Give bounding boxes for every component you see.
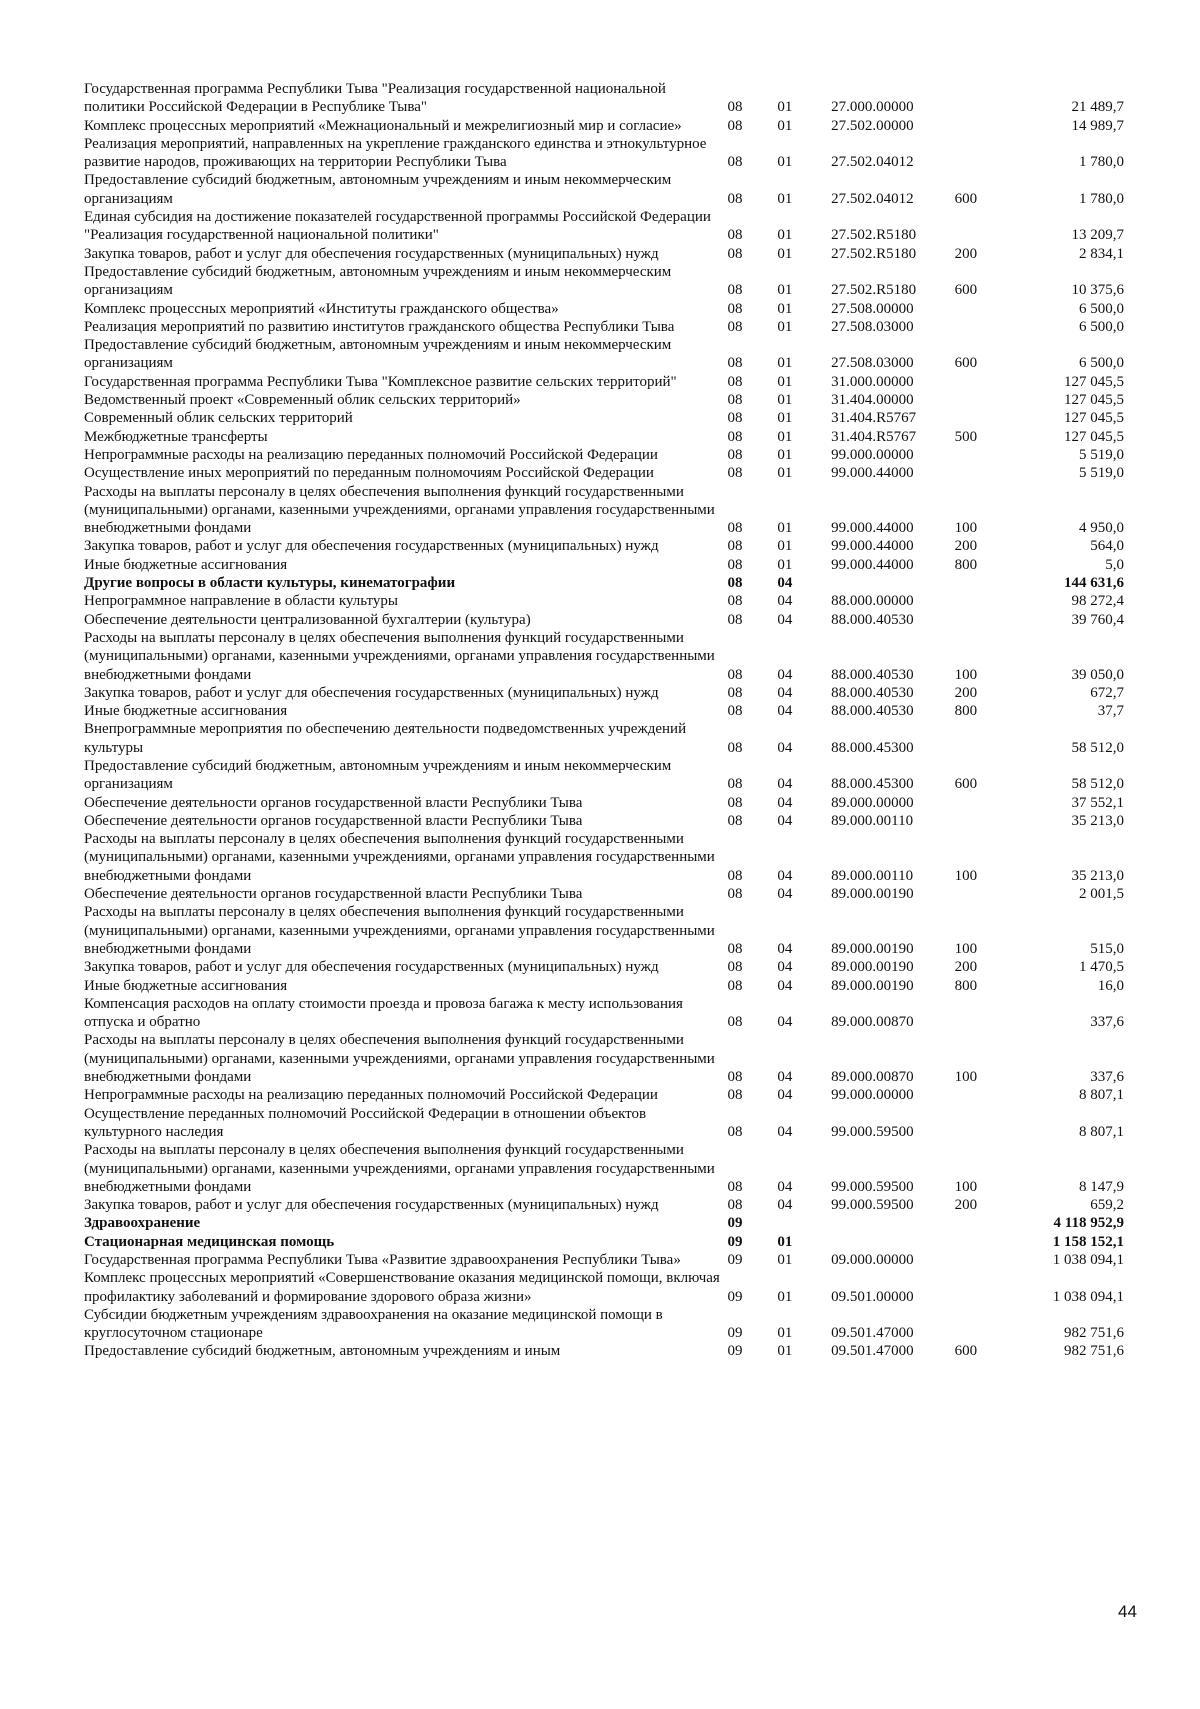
row-subsection-code: 04 — [777, 1178, 793, 1195]
row-name: Комплекс процессных мероприятий «Межнациональный и межрелигиозный мир и согласие» — [84, 117, 682, 134]
row-expense-type: 800 — [954, 703, 978, 720]
row-target-article: 27.502.R5180 — [831, 245, 917, 262]
row-subsection-code: 01 — [777, 117, 793, 134]
row-expense-type: 800 — [954, 556, 978, 573]
row-amount: 144 631,6 — [1063, 575, 1124, 592]
table-row — [84, 611, 1124, 629]
row-amount: 337,6 — [1090, 1069, 1124, 1086]
row-subsection-code: 01 — [777, 373, 793, 390]
row-name: Расходы на выплаты персоналу в целях обеспечения выполнения функций государственными (муниципальными) органами, казенными учреждениями, органами управления государственными внебюджетными фондами — [84, 831, 715, 884]
row-subsection-code: 04 — [777, 977, 793, 994]
row-target-article: 99.000.59500 — [831, 1123, 914, 1140]
row-name: Обеспечение деятельности органов государственной власти Республики Тыва — [84, 794, 583, 811]
table-row — [84, 483, 1124, 538]
table-row — [84, 702, 1124, 720]
row-amount: 515,0 — [1090, 940, 1124, 957]
row-section-code: 08 — [727, 282, 743, 299]
row-amount: 127 045,5 — [1063, 392, 1124, 409]
row-subsection-code: 01 — [777, 556, 793, 573]
row-target-article: 27.502.R5180 — [831, 282, 917, 299]
row-target-article: 89.000.00190 — [831, 959, 914, 976]
row-subsection-code: 04 — [777, 886, 793, 903]
row-amount: 337,6 — [1090, 1014, 1124, 1031]
row-name: Единая субсидия на достижение показателей государственной программы Российской Федерации "Реализация государственной национальной политики" — [84, 209, 711, 244]
row-expense-type: 200 — [954, 538, 978, 555]
row-expense-type: 100 — [954, 520, 978, 537]
row-section-code: 08 — [727, 373, 743, 390]
row-subsection-code: 01 — [777, 538, 793, 555]
row-subsection-code: 04 — [777, 776, 793, 793]
row-section-code: 08 — [727, 776, 743, 793]
row-name: Здравоохранение — [84, 1215, 201, 1232]
row-subsection-code: 04 — [777, 794, 793, 811]
row-section-code: 08 — [727, 99, 743, 116]
row-target-article: 89.000.00000 — [831, 794, 914, 811]
row-subsection-code: 01 — [777, 300, 793, 317]
row-expense-type: 200 — [954, 959, 978, 976]
row-amount: 6 500,0 — [1078, 318, 1124, 335]
row-name: Стационарная медицинская помощь — [84, 1233, 335, 1250]
row-amount: 672,7 — [1090, 684, 1124, 701]
row-expense-type: 100 — [954, 940, 978, 957]
row-expense-type: 100 — [954, 666, 978, 683]
row-target-article: 09.501.47000 — [831, 1325, 914, 1342]
row-subsection-code: 01 — [777, 318, 793, 335]
row-name: Иные бюджетные ассигнования — [84, 977, 288, 994]
row-section-code: 08 — [727, 666, 743, 683]
row-target-article: 99.000.44000 — [831, 556, 914, 573]
row-amount: 659,2 — [1090, 1197, 1124, 1214]
row-section-code: 08 — [727, 886, 743, 903]
row-target-article: 89.000.00870 — [831, 1014, 914, 1031]
row-target-article: 31.404.00000 — [831, 392, 914, 409]
row-section-code: 08 — [727, 812, 743, 829]
row-amount: 35 213,0 — [1071, 812, 1124, 829]
row-amount: 982 751,6 — [1063, 1343, 1124, 1360]
row-subsection-code: 04 — [777, 684, 793, 701]
row-name: Государственная программа Республики Тыва "Комплексное развитие сельских территорий" — [84, 373, 677, 390]
row-section-code: 08 — [727, 1069, 743, 1086]
row-section-code: 08 — [727, 556, 743, 573]
row-amount: 564,0 — [1090, 538, 1124, 555]
row-target-article: 89.000.00870 — [831, 1069, 914, 1086]
table-row — [84, 720, 1124, 757]
row-target-article: 99.000.59500 — [831, 1197, 914, 1214]
row-name: Расходы на выплаты персоналу в целях обеспечения выполнения функций государственными (муниципальными) органами, казенными учреждениями, органами управления государственными внебюджетными фондами — [84, 1142, 715, 1195]
row-target-article: 88.000.45300 — [831, 739, 914, 756]
row-target-article: 88.000.40530 — [831, 684, 914, 701]
table-row — [84, 885, 1124, 903]
table-row — [84, 794, 1124, 812]
table-row — [84, 830, 1124, 885]
table-row — [84, 995, 1124, 1032]
table-row — [84, 1196, 1124, 1214]
row-section-code: 08 — [727, 300, 743, 317]
row-target-article: 09.501.47000 — [831, 1343, 914, 1360]
row-expense-type: 200 — [954, 245, 978, 262]
row-target-article: 27.508.00000 — [831, 300, 914, 317]
table-row — [84, 592, 1124, 610]
row-section-code: 08 — [727, 684, 743, 701]
row-section-code: 08 — [727, 227, 743, 244]
row-subsection-code: 01 — [777, 99, 793, 116]
row-section-code: 08 — [727, 318, 743, 335]
table-row — [84, 958, 1124, 976]
row-subsection-code: 04 — [777, 1087, 793, 1104]
table-row — [84, 1306, 1124, 1343]
row-target-article: 99.000.44000 — [831, 465, 914, 482]
row-subsection-code: 04 — [777, 739, 793, 756]
row-section-code: 08 — [727, 1197, 743, 1214]
row-subsection-code: 04 — [777, 703, 793, 720]
row-target-article: 27.502.00000 — [831, 117, 914, 134]
row-name: Комплекс процессных мероприятий «Институты гражданского общества» — [84, 300, 559, 317]
row-name: Иные бюджетные ассигнования — [84, 703, 288, 720]
row-amount: 127 045,5 — [1063, 428, 1124, 445]
row-amount: 58 512,0 — [1071, 739, 1124, 756]
row-amount: 5 519,0 — [1078, 465, 1124, 482]
row-subsection-code: 01 — [777, 1233, 793, 1250]
row-section-code: 09 — [727, 1343, 743, 1360]
row-name: Предоставление субсидий бюджетным, автономным учреждениям и иным — [84, 1343, 561, 1360]
row-section-code: 08 — [727, 245, 743, 262]
row-name: Комплекс процессных мероприятий «Совершенствование оказания медицинской помощи, включая профилактику заболеваний и формирование здорового образа жизни» — [84, 1270, 720, 1305]
row-section-code: 08 — [727, 739, 743, 756]
row-name: Предоставление субсидий бюджетным, автономным учреждениям и иным некоммерческим организациям — [84, 263, 672, 299]
row-section-code: 08 — [727, 611, 743, 628]
row-name: Обеспечение деятельности органов государственной власти Республики Тыва — [84, 886, 583, 903]
row-name: Расходы на выплаты персоналу в целях обеспечения выполнения функций государственными (муниципальными) органами, казенными учреждениями, органами управления государственными внебюджетными фондами — [84, 483, 715, 537]
row-target-article: 27.508.03000 — [831, 355, 914, 372]
row-amount: 37 552,1 — [1071, 794, 1124, 811]
row-name: Государственная программа Республики Тыва "Реализация государственной национальной политики Российской Федерации в Республике Тыва" — [84, 81, 666, 116]
row-expense-type: 600 — [954, 190, 978, 207]
row-subsection-code: 04 — [777, 593, 793, 610]
row-target-article: 88.000.40530 — [831, 611, 914, 628]
row-subsection-code: 01 — [777, 392, 793, 409]
row-subsection-code: 04 — [777, 1123, 793, 1140]
row-amount: 982 751,6 — [1063, 1325, 1124, 1342]
row-target-article: 31.404.R5767 — [831, 410, 917, 427]
row-amount: 4 118 952,9 — [1053, 1215, 1124, 1232]
row-target-article: 89.000.00190 — [831, 977, 914, 994]
row-subsection-code: 01 — [777, 1288, 793, 1305]
table-row — [84, 171, 1124, 208]
row-amount: 39 760,4 — [1071, 611, 1124, 628]
row-section-code: 08 — [727, 154, 743, 171]
row-amount: 13 209,7 — [1071, 227, 1124, 244]
table-row — [84, 1342, 1124, 1360]
table-row — [84, 1031, 1124, 1086]
row-name: Расходы на выплаты персоналу в целях обеспечения выполнения функций государственными (муниципальными) органами, казенными учреждениями, органами управления государственными внебюджетными фондами — [84, 629, 715, 683]
row-amount: 37,7 — [1097, 703, 1124, 720]
row-amount: 5,0 — [1105, 556, 1124, 573]
row-section-code: 08 — [727, 575, 743, 592]
row-name: Закупка товаров, работ и услуг для обеспечения государственных (муниципальных) нужд — [84, 245, 659, 262]
row-section-code: 09 — [727, 1215, 743, 1232]
row-subsection-code: 01 — [777, 1343, 793, 1360]
row-section-code: 08 — [727, 1123, 743, 1140]
table-row — [84, 903, 1124, 958]
table-row — [84, 263, 1124, 300]
row-section-code: 08 — [727, 703, 743, 720]
row-target-article: 88.000.40530 — [831, 666, 914, 683]
table-row-heading — [84, 1214, 1124, 1232]
row-subsection-code: 04 — [777, 812, 793, 829]
row-section-code: 08 — [727, 959, 743, 976]
row-name: Иные бюджетные ассигнования — [84, 556, 288, 573]
row-amount: 8 807,1 — [1078, 1087, 1124, 1104]
table-row — [84, 1269, 1124, 1306]
row-name: Непрограммное направление в области культуры — [84, 593, 398, 610]
row-name: Закупка товаров, работ и услуг для обеспечения государственных (муниципальных) нужд — [84, 959, 659, 976]
table-row — [84, 977, 1124, 995]
row-subsection-code: 04 — [777, 867, 793, 884]
table-row — [84, 1086, 1124, 1104]
row-name: Предоставление субсидий бюджетным, автономным учреждениям и иным некоммерческим организациям — [84, 172, 672, 207]
row-section-code: 08 — [727, 410, 743, 427]
row-name: Другие вопросы в области культуры, кинематографии — [84, 575, 456, 592]
table-row — [84, 684, 1124, 702]
row-amount: 1 038 094,1 — [1052, 1252, 1124, 1268]
table-row — [84, 135, 1124, 172]
row-target-article: 88.000.40530 — [831, 703, 914, 720]
table-row — [84, 336, 1124, 373]
table-row — [84, 757, 1124, 794]
table-row — [84, 80, 1124, 117]
row-amount: 21 489,7 — [1071, 99, 1124, 116]
row-amount: 39 050,0 — [1071, 666, 1124, 683]
row-section-code: 09 — [727, 1252, 743, 1268]
page-number: 44 — [1118, 1602, 1137, 1621]
row-section-code: 08 — [727, 940, 743, 957]
row-name: Реализация мероприятий, направленных на укрепление гражданского единства и этнокультурное развитие народов, проживающих на территории Республики Тыва — [84, 135, 707, 171]
row-target-article: 88.000.45300 — [831, 776, 914, 793]
table-row — [84, 629, 1124, 684]
row-amount: 127 045,5 — [1063, 373, 1124, 390]
row-expense-type: 800 — [954, 977, 978, 994]
table-row — [84, 300, 1124, 318]
row-name: Предоставление субсидий бюджетным, автономным учреждениям и иным некоммерческим организациям — [84, 337, 672, 372]
table-row — [84, 1251, 1124, 1269]
row-target-article: 09.501.00000 — [831, 1288, 914, 1305]
row-name: Расходы на выплаты персоналу в целях обеспечения выполнения функций государственными (муниципальными) органами, казенными учреждениями, органами управления государственными внебюджетными фондами — [84, 904, 715, 957]
row-section-code: 08 — [727, 190, 743, 207]
row-section-code: 08 — [727, 1087, 743, 1104]
row-name: Обеспечение деятельности централизованной бухгалтерии (культура) — [84, 611, 531, 628]
row-subsection-code: 01 — [777, 465, 793, 482]
row-subsection-code: 01 — [777, 190, 793, 207]
row-subsection-code: 01 — [777, 428, 793, 445]
row-name: Осуществление переданных полномочий Российской Федерации в отношении объектов культурного наследия — [84, 1105, 647, 1140]
row-name: Субсидии бюджетным учреждениям здравоохранения на оказание медицинской помощи в круглосуточном стационаре — [84, 1306, 663, 1342]
row-target-article: 09.000.00000 — [831, 1252, 914, 1268]
row-target-article: 88.000.00000 — [831, 593, 914, 610]
row-target-article: 27.502.04012 — [831, 154, 914, 171]
row-amount: 2 834,1 — [1078, 245, 1124, 262]
row-amount: 35 213,0 — [1071, 867, 1124, 884]
table-row-heading — [84, 574, 1124, 592]
row-amount: 8 147,9 — [1078, 1178, 1124, 1195]
row-expense-type: 200 — [954, 1197, 978, 1214]
row-target-article: 89.000.00110 — [831, 867, 914, 884]
row-expense-type: 100 — [954, 1178, 978, 1195]
budget-table — [84, 80, 1124, 1361]
table-row — [84, 245, 1124, 263]
table-row — [84, 208, 1124, 245]
row-subsection-code: 01 — [777, 355, 793, 372]
row-name: Закупка товаров, работ и услуг для обеспечения государственных (муниципальных) нужд — [84, 538, 659, 555]
row-subsection-code: 01 — [777, 227, 793, 244]
table-row-heading — [84, 1233, 1124, 1251]
row-subsection-code: 01 — [777, 520, 793, 537]
row-amount: 58 512,0 — [1071, 776, 1124, 793]
row-section-code: 08 — [727, 392, 743, 409]
row-name: Осуществление иных мероприятий по переданным полномочиям Российской Федерации — [84, 465, 654, 482]
row-amount: 4 950,0 — [1078, 520, 1124, 537]
row-subsection-code: 01 — [777, 154, 793, 171]
row-expense-type: 200 — [954, 684, 978, 701]
row-amount: 1 780,0 — [1078, 154, 1124, 171]
row-name: Непрограммные расходы на реализацию переданных полномочий Российской Федерации — [84, 1087, 658, 1104]
row-section-code: 08 — [727, 1178, 743, 1195]
row-section-code: 08 — [727, 446, 743, 463]
row-target-article: 27.000.00000 — [831, 99, 914, 116]
row-name: Внепрограммные мероприятия по обеспечению деятельности подведомственных учреждений культуры — [84, 721, 687, 756]
row-amount: 1 038 094,1 — [1052, 1288, 1124, 1305]
row-section-code: 08 — [727, 520, 743, 537]
row-subsection-code: 01 — [777, 1252, 793, 1268]
row-target-article: 31.404.R5767 — [831, 428, 917, 445]
row-subsection-code: 01 — [777, 410, 793, 427]
row-section-code: 08 — [727, 117, 743, 134]
row-name: Современный облик сельских территорий — [84, 410, 353, 427]
row-target-article: 99.000.44000 — [831, 520, 914, 537]
row-section-code: 08 — [727, 355, 743, 372]
row-section-code: 09 — [727, 1233, 743, 1250]
row-subsection-code: 01 — [777, 1325, 793, 1342]
row-amount: 127 045,5 — [1063, 410, 1124, 427]
row-subsection-code: 04 — [777, 611, 793, 628]
row-target-article: 99.000.44000 — [831, 538, 914, 555]
row-target-article: 31.000.00000 — [831, 373, 914, 390]
table-row — [84, 409, 1124, 427]
row-amount: 6 500,0 — [1078, 300, 1124, 317]
row-target-article: 99.000.00000 — [831, 446, 914, 463]
row-name: Ведомственный проект «Современный облик сельских территорий» — [84, 392, 521, 409]
row-target-article: 89.000.00190 — [831, 940, 914, 957]
row-section-code: 08 — [727, 428, 743, 445]
row-target-article: 99.000.59500 — [831, 1178, 914, 1195]
row-target-article: 99.000.00000 — [831, 1087, 914, 1104]
table-row — [84, 537, 1124, 555]
row-expense-type: 600 — [954, 776, 978, 793]
row-subsection-code: 04 — [777, 1014, 793, 1031]
row-amount: 1 470,5 — [1078, 959, 1124, 976]
row-section-code: 09 — [727, 1325, 743, 1342]
table-row — [84, 1105, 1124, 1142]
row-name: Компенсация расходов на оплату стоимости проезда и провоза багажа к месту использования отпуска и обратно — [84, 995, 683, 1031]
row-name: Предоставление субсидий бюджетным, автономным учреждениям и иным некоммерческим организациям — [84, 757, 672, 793]
row-section-code: 08 — [727, 465, 743, 482]
row-expense-type: 600 — [954, 355, 978, 372]
row-name: Расходы на выплаты персоналу в целях обеспечения выполнения функций государственными (муниципальными) органами, казенными учреждениями, органами управления государственными внебюджетными фондами — [84, 1032, 715, 1086]
row-amount: 16,0 — [1097, 977, 1124, 994]
row-name: Закупка товаров, работ и услуг для обеспечения государственных (муниципальных) нужд — [84, 1197, 659, 1214]
table-row — [84, 464, 1124, 482]
row-target-article: 27.508.03000 — [831, 318, 914, 335]
table-row — [84, 318, 1124, 336]
row-subsection-code: 01 — [777, 446, 793, 463]
row-section-code: 08 — [727, 977, 743, 994]
row-amount: 5 519,0 — [1078, 446, 1124, 463]
row-name: Государственная программа Республики Тыва «Развитие здравоохранения Республики Тыва» — [84, 1252, 681, 1268]
row-name: Межбюджетные трансферты — [84, 428, 268, 445]
row-subsection-code: 04 — [777, 940, 793, 957]
row-subsection-code: 04 — [777, 1197, 793, 1214]
row-amount: 98 272,4 — [1071, 593, 1124, 610]
table-row — [84, 428, 1124, 446]
row-subsection-code: 04 — [777, 575, 793, 592]
table-row — [84, 373, 1124, 391]
row-expense-type: 500 — [954, 428, 978, 445]
row-amount: 1 780,0 — [1078, 190, 1124, 207]
row-name: Реализация мероприятий по развитию институтов гражданского общества Республики Тыва — [84, 318, 675, 335]
row-subsection-code: 04 — [777, 959, 793, 976]
row-target-article: 89.000.00110 — [831, 812, 914, 829]
row-subsection-code: 04 — [777, 1069, 793, 1086]
table-row — [84, 812, 1124, 830]
row-subsection-code: 01 — [777, 245, 793, 262]
table-row — [84, 1141, 1124, 1196]
row-name: Обеспечение деятельности органов государственной власти Республики Тыва — [84, 812, 583, 829]
row-section-code: 08 — [727, 867, 743, 884]
row-subsection-code: 04 — [777, 666, 793, 683]
row-expense-type: 100 — [954, 867, 978, 884]
table-row — [84, 391, 1124, 409]
row-amount: 8 807,1 — [1078, 1123, 1124, 1140]
row-name: Закупка товаров, работ и услуг для обеспечения государственных (муниципальных) нужд — [84, 684, 659, 701]
row-section-code: 08 — [727, 538, 743, 555]
row-expense-type: 100 — [954, 1069, 978, 1086]
row-amount: 10 375,6 — [1071, 282, 1124, 299]
row-expense-type: 600 — [954, 282, 978, 299]
row-amount: 6 500,0 — [1078, 355, 1124, 372]
table-row — [84, 446, 1124, 464]
row-amount: 1 158 152,1 — [1052, 1233, 1124, 1250]
table-row — [84, 556, 1124, 574]
row-section-code: 08 — [727, 1014, 743, 1031]
row-expense-type: 600 — [954, 1343, 978, 1360]
row-amount: 2 001,5 — [1078, 886, 1124, 903]
row-name: Непрограммные расходы на реализацию переданных полномочий Российской Федерации — [84, 446, 658, 463]
row-section-code: 08 — [727, 794, 743, 811]
row-section-code: 08 — [727, 593, 743, 610]
table-row — [84, 117, 1124, 135]
row-amount: 14 989,7 — [1071, 117, 1124, 134]
row-section-code: 09 — [727, 1288, 743, 1305]
row-target-article: 89.000.00190 — [831, 886, 914, 903]
row-subsection-code: 01 — [777, 282, 793, 299]
row-target-article: 27.502.R5180 — [831, 227, 917, 244]
row-target-article: 27.502.04012 — [831, 190, 914, 207]
